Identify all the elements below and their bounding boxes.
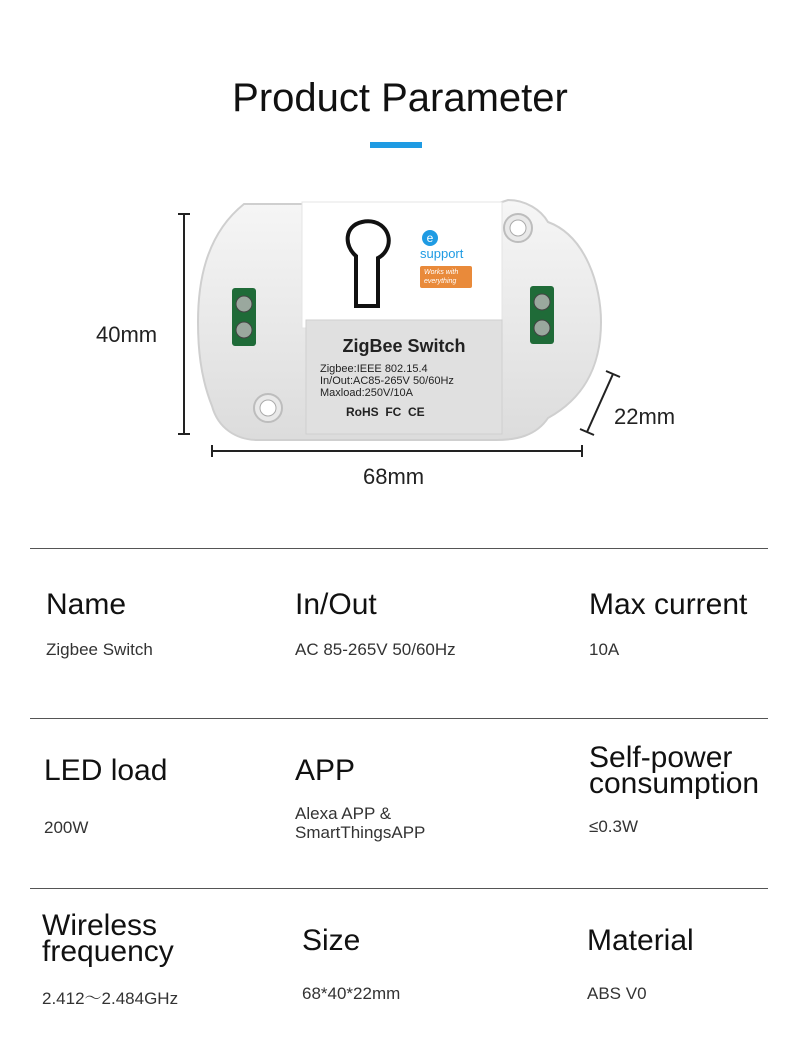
param-size [302,924,401,1003]
sticker-spec-line: In/Out:AC85-265V 50/60Hz [320,375,454,387]
param-value: 10A [589,640,620,659]
param-label: APP [295,754,356,787]
brand-badge [418,220,476,294]
height-dimension-label: 40mm [96,322,158,347]
param-material [587,924,694,1003]
param-label: LED load [44,754,168,787]
param-label: Name [46,588,127,621]
param-label: Wireless frequency [42,909,174,968]
param-self-power [589,741,760,836]
brand-name: support [420,246,464,261]
param-value: Alexa APP & SmartThingsAPP [295,804,426,842]
param-label: Self-power consumption [589,741,760,800]
works-with-tag: Works with everything [420,266,472,288]
param-value: 68*40*22mm [302,984,401,1003]
param-label: Max current [589,588,748,621]
param-label: In/Out [295,588,377,621]
param-wireless-frequency [42,909,179,1008]
param-app [295,754,426,842]
param-label: Material [587,924,694,957]
product-sticker [306,336,502,419]
param-value: Zigbee Switch [46,640,153,659]
param-value: 200W [44,818,89,837]
page-title: Product Parameter [232,76,568,120]
width-dimension-label: 68mm [363,464,425,489]
param-in-out [295,588,456,659]
depth-dimension-label: 22mm [614,404,676,429]
brand-logo-icon: e [422,230,438,246]
row-divider [30,718,768,719]
param-label: Size [302,924,361,957]
param-name [46,588,153,659]
param-value: ABS V0 [587,984,647,1003]
param-max-current [589,588,748,659]
sticker-spec-line: Zigbee:IEEE 802.15.4 [320,363,428,375]
param-value: ≤0.3W [589,817,639,836]
sticker-title: ZigBee Switch [342,336,466,356]
param-value: 2.412～2.484GHz [42,989,179,1008]
sticker-spec-line: Maxload:250V/10A [320,387,413,399]
row-divider [30,888,768,889]
param-value: AC 85-265V 50/60Hz [295,640,456,659]
param-led-load [44,754,168,837]
row-divider [30,548,768,549]
certification-marks: RoHS FC CE [346,405,425,419]
